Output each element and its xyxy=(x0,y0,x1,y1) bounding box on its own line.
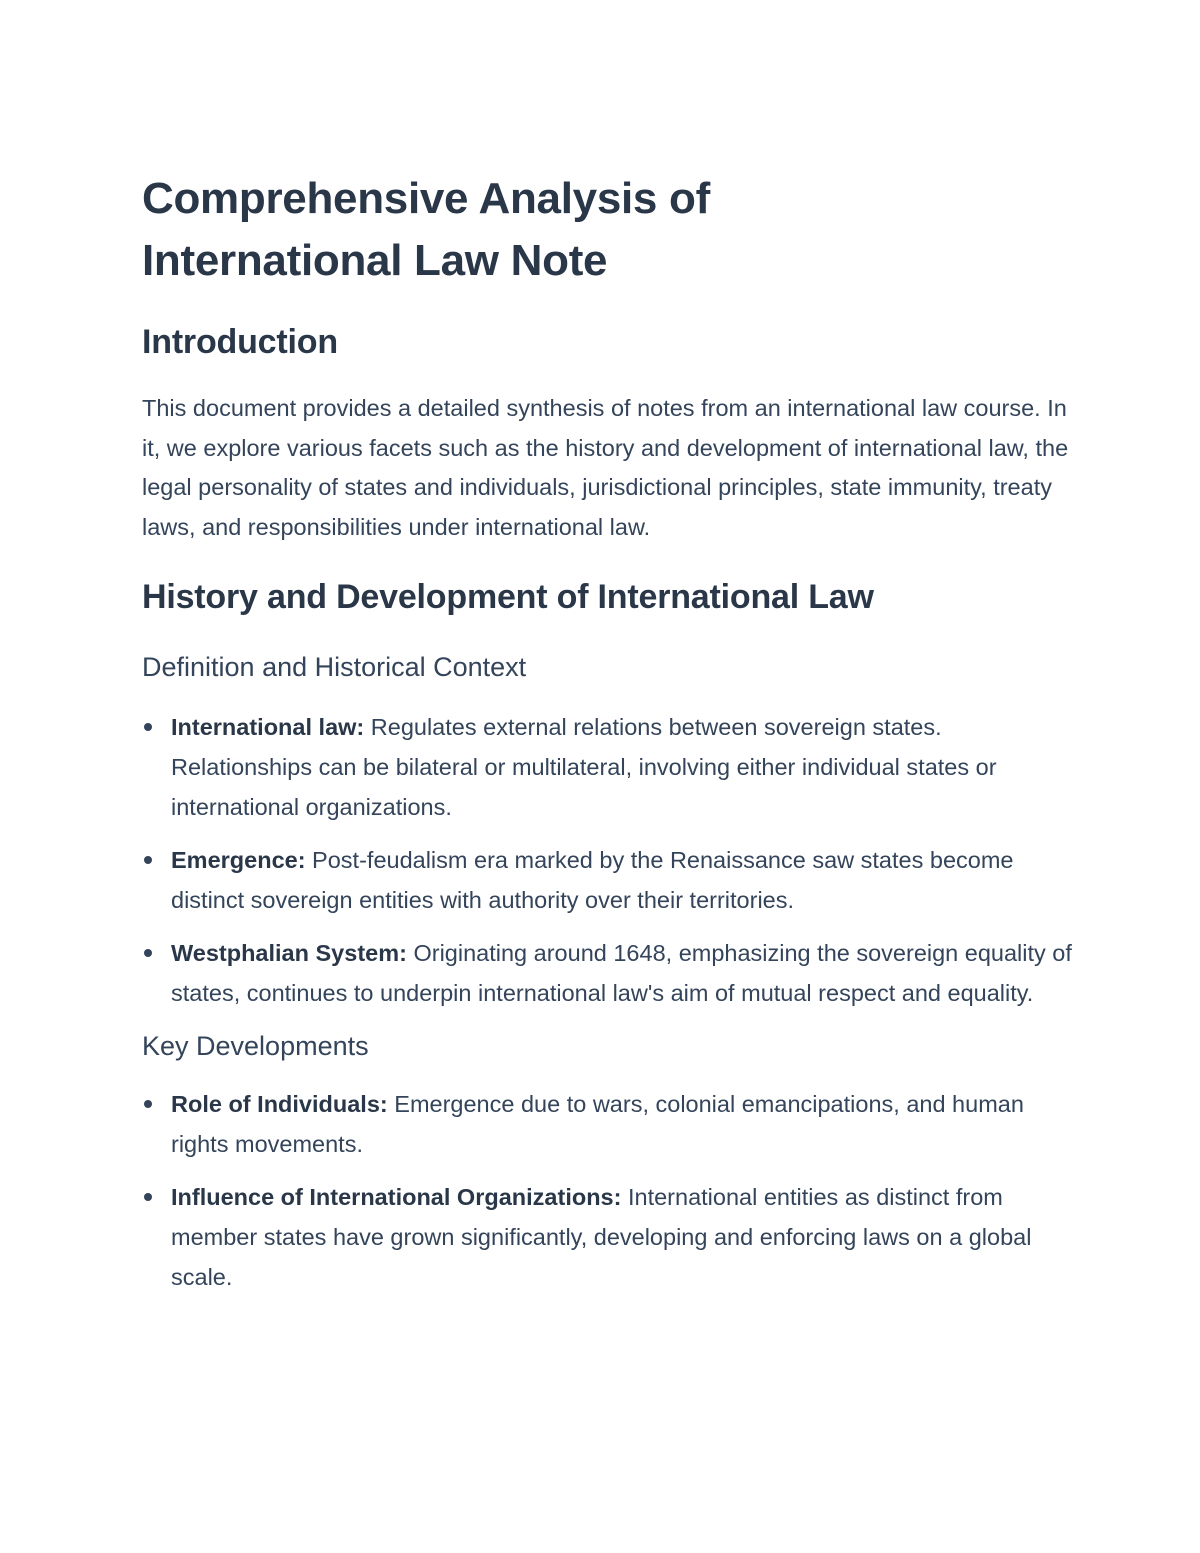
list-item-term: Westphalian System: xyxy=(171,940,407,966)
history-heading: History and Development of International Law xyxy=(142,578,874,616)
list-item-term: Influence of International Organizations: xyxy=(171,1184,622,1210)
list-item xyxy=(142,1084,1072,1164)
introduction-heading: Introduction xyxy=(142,323,338,361)
list-item-text: Post-feudalism era marked by the Renaissance saw states become distinct sovereign entities with authority over their territories. xyxy=(171,847,1014,913)
bullet-icon xyxy=(144,723,152,731)
document-title-line-2: International Law Note xyxy=(142,236,608,285)
list-item-text: Originating around 1648, emphasizing the sovereign equality of states, continues to underpin international law's aim of mutual respect and equality. xyxy=(171,940,1072,1006)
list-item-term: International law: xyxy=(171,714,365,740)
list-item xyxy=(142,840,1072,920)
list-item-text: Emergence due to wars, colonial emancipations, and human rights movements. xyxy=(171,1091,1024,1157)
document-page xyxy=(142,168,1072,1297)
definition-list xyxy=(142,707,1072,1013)
key-developments-list xyxy=(142,1084,1072,1297)
bullet-icon xyxy=(144,856,152,864)
list-item xyxy=(142,707,1072,827)
list-item-text: International entities as distinct from member states have grown significantly, developing and enforcing laws on a global scale. xyxy=(171,1184,1032,1290)
definition-subheading: Definition and Historical Context xyxy=(142,652,527,682)
list-item xyxy=(142,933,1072,1013)
key-developments-subheading: Key Developments xyxy=(142,1031,369,1061)
bullet-icon xyxy=(144,1193,152,1201)
bullet-icon xyxy=(144,1100,152,1108)
document-title xyxy=(142,168,1072,292)
introduction-paragraph: This document provides a detailed synthesis of notes from an international law course. In it, we explore various facets such as the history and development of international law, the legal personality of states and individuals, jurisdictional principles, state immunity, treaty laws, and responsibilities under international law. xyxy=(142,395,1069,540)
bullet-icon xyxy=(144,949,152,957)
document-title-line-1: Comprehensive Analysis of xyxy=(142,174,710,223)
list-item-term: Emergence: xyxy=(171,847,306,873)
list-item-text: Regulates external relations between sovereign states. Relationships can be bilateral or multilateral, involving either individual states or international organizations. xyxy=(171,714,997,820)
list-item xyxy=(142,1177,1072,1297)
list-item-term: Role of Individuals: xyxy=(171,1091,388,1117)
